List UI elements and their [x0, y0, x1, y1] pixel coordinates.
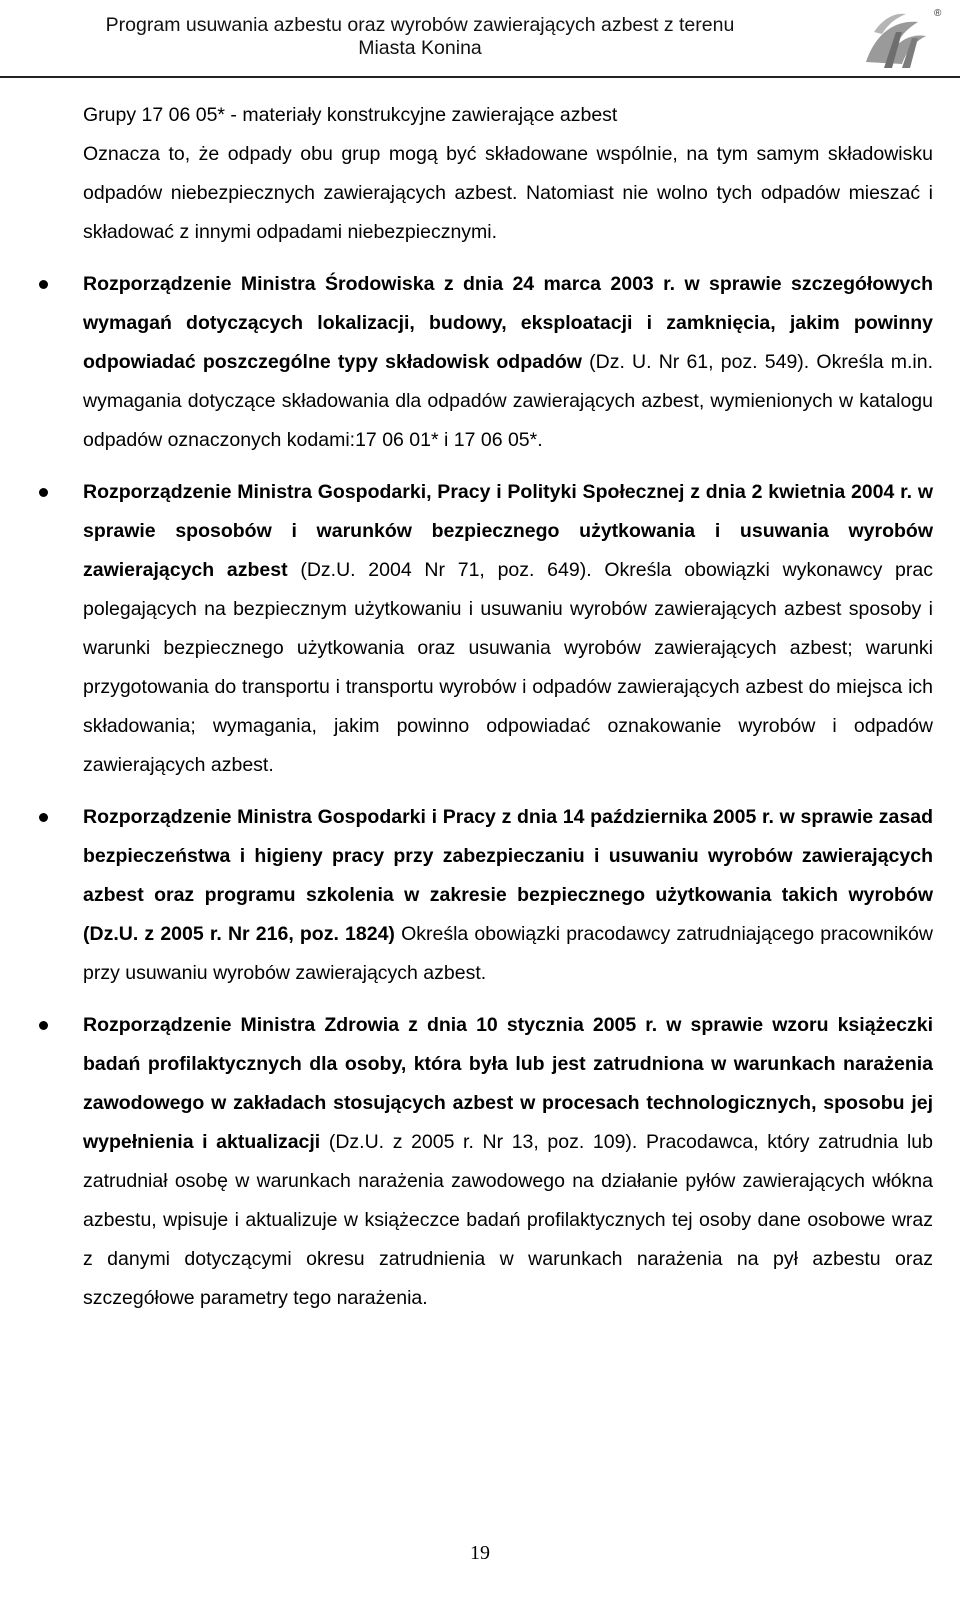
regulation-paragraph: [83, 473, 933, 785]
regulation-list-item: [83, 265, 933, 460]
bullet-icon: [39, 280, 48, 289]
bullet-icon: [39, 488, 48, 497]
regulation-list-item: [83, 1006, 933, 1318]
regulation-paragraph: [83, 1006, 933, 1318]
header-title-line-2: Miasta Konina: [358, 37, 482, 59]
page-number: 19: [470, 1542, 490, 1564]
program-logo-icon: [856, 2, 946, 74]
regulation-list-item: [83, 473, 933, 785]
regulation-title: Rozporządzenie Ministra Gospodarki, Pracy i Polityki Społecznej z dnia 2 kwietnia 2004 r. w sprawie sposobów i warunków bezpiecznego użytkowania i usuwania wyrobów zawierających azbest: [83, 481, 933, 581]
bullet-icon: [39, 813, 48, 822]
regulation-title: Rozporządzenie Ministra Środowiska z dnia 24 marca 2003 r. w sprawie szczegółowych wymagań dotyczących lokalizacji, budowy, eksploatacji i zamknięcia, jakim powinny odpowiadać poszczególne typy składowisk odpadów: [83, 273, 933, 373]
registered-mark: ®: [934, 8, 942, 19]
regulation-description: (Dz. U. Nr 61, poz. 549). Określa m.in. wymagania dotyczące składowania dla odpadów zawierających azbest, wymienionych w katalogu odpadów oznaczonych kodami:17 06 01* i 17 06 05*.: [83, 351, 934, 451]
regulation-title: Rozporządzenie Ministra Zdrowia z dnia 10 stycznia 2005 r. w sprawie wzoru książeczki badań profilaktycznych dla osoby, która była lub jest zatrudniona w warunkach narażenia zawodowego w zakładach stosujących azbest w procesach technologicznych, sposobu jej wypełnienia i aktualizacji: [83, 1014, 933, 1153]
regulation-paragraph: [83, 798, 933, 993]
regulation-title: Rozporządzenie Ministra Gospodarki i Pracy z dnia 14 października 2005 r. w sprawie zasad bezpieczeństwa i higieny pracy przy zabezpieczaniu i usuwaniu wyrobów zawierających azbest oraz programu szkolenia w zakresie bezpiecznego użytkowania takich wyrobów (Dz.U. z 2005 r. Nr 216, poz. 1824): [83, 806, 933, 945]
page-header: [0, 0, 960, 78]
bullet-icon: [39, 1021, 48, 1030]
intro-paragraph-1: Grupy 17 06 05* - materiały konstrukcyjne zawierające azbest: [83, 104, 618, 126]
document-body: [83, 96, 933, 1318]
regulation-description: Określa obowiązki pracodawcy zatrudniającego pracowników przy usuwaniu wyrobów zawierających azbest.: [83, 923, 933, 984]
regulation-paragraph: [83, 265, 933, 460]
header-divider: [0, 76, 960, 78]
header-title-line-1: Program usuwania azbestu oraz wyrobów zawierających azbest z terenu: [105, 14, 735, 36]
regulation-list-item: [83, 798, 933, 993]
regulation-description: (Dz.U. z 2005 r. Nr 13, poz. 109). Pracodawca, który zatrudnia lub zatrudniał osobę w warunkach narażenia zawodowego na działanie pyłów zawierających włókna azbestu, wpisuje i aktualizuje w książeczce badań profilaktycznych tej osoby dane osobowe wraz z danymi dotyczącymi okresu zatrudnienia w warunkach narażenia na pył azbestu oraz szczegółowe parametry tego narażenia.: [83, 1131, 933, 1309]
regulation-description: (Dz.U. 2004 Nr 71, poz. 649). Określa obowiązki wykonawcy prac polegających na bezpiecznym użytkowaniu i usuwaniu wyrobów zawierających azbest sposoby i warunki bezpiecznego użytkowania oraz usuwania wyrobów zawierających azbest; warunki przygotowania do transportu i transportu wyrobów i odpadów zawierających azbest do miejsca ich składowania; wymagania, jakim powinno odpowiadać oznakowanie wyrobów i odpadów zawierających azbest.: [83, 559, 933, 776]
header-title: [60, 14, 780, 60]
intro-paragraph-2: Oznacza to, że odpady obu grup mogą być składowane wspólnie, na tym samym składowisku odpadów niebezpiecznych zawierających azbest. Natomiast nie wolno tych odpadów mieszać i składować z innymi odpadami niebezpiecznymi.: [83, 143, 933, 243]
